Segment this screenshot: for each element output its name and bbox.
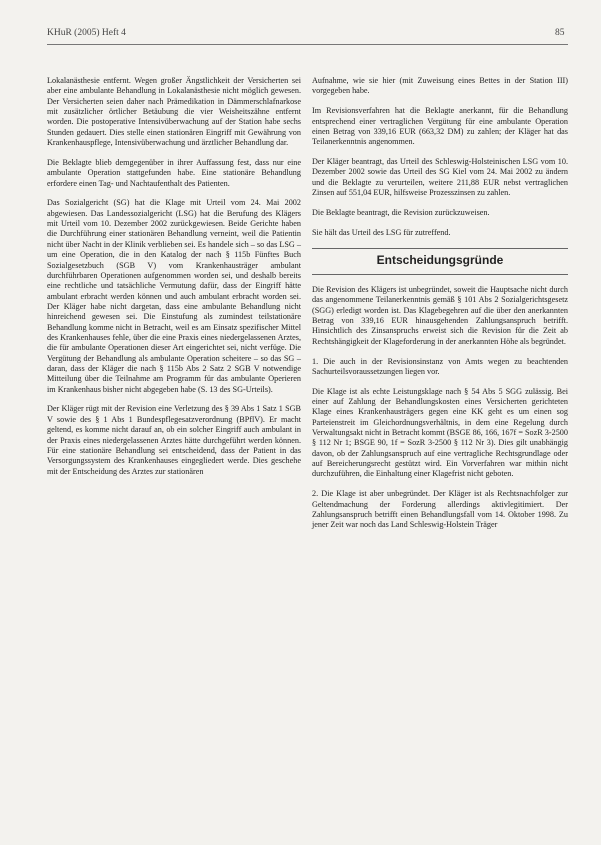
paragraph: Die Beklagte beantragt, die Revision zurückzuweisen.	[312, 207, 490, 217]
paragraph: Das Sozialgericht (SG) hat die Klage mit Urteil vom 24. Mai 2002 abgewiesen. Das Landessozialgericht (LSG) hat die Berufung des Klägers mit Urteil vom 10. Dezember 2002 zurückgewiesen. Beide Gerichte haben die Durchführung einer stationären Behandlung verneint, weil die Patientin nicht über Nacht in der Klinik verblieben sei. Es handele sich – so das LSG – um eine Operation, die in den Katalog der nach § 115b Fünftes Buch Sozialgesetzbuch (SGB V) vom Krankenhausträger ambulant durchführbaren Operationen aufgenommen worden sei, und deshalb bereits eine rechtliche und tatsächliche Vermutung dafür, dass der Eingriff hätte ambulant erbracht werden können und auch ambulant erbracht worden sei. Der Kläger habe nicht dargetan, dass eine ambulante Behandlung nicht hinreichend gewesen sei. Die Einstufung als zumindest teilstationäre Behandlung komme nicht in Betracht, weil es am Einsatz spezifischer Mittel des Krankenhauses fehle, über die eine Praxis eines niedergelassenen Arztes, die für ambulante Operationen dieser Art eingerichtet sei, nicht verfüge. Die Vergütung der Behandlung als ambulante Operation scheitere – so das SG – daran, dass der Kläger die nach § 115b Abs 2 Satz 2 SGB V notwendige Mitteilung über die Teilnahme am Programm für das ambulante Operieren im Krankenhaus bisher nicht abgegeben habe (S. 13 des SG-Urteils).	[47, 198, 301, 394]
paragraph: Die Klage ist als echte Leistungsklage nach § 54 Abs 5 SGG zulässig. Bei einer auf Zahlung der Behandlungskosten eines Versicherten gerichteten Klage eines Krankenhausträgers gegen eine KK geht es um einen sog Parteienstreit im Gleichordnungsverhältnis, in dem eine Regelung durch Verwaltungsakt nicht in Betracht kommt (BSGE 86, 166, 167f = SozR 3-2500 § 112 Nr 1; BSGE 90, 1f = SozR 3-2500 § 112 Nr 3). Dies gilt unabhängig davon, ob der Zahlungsanspruch auf eine vertragliche Rechtsgrundlage oder auf Bereicherungsrecht gestützt wird. Ein Vorverfahren war mithin nicht durchzuführen, die Einhaltung einer Klagefrist nicht geboten.	[312, 386, 568, 479]
paragraph: Im Revisionsverfahren hat die Beklagte anerkannt, für die Behandlung entsprechend einer vertraglichen Vergütung für eine ambulante Operation einen Betrag von 339,16 EUR (663,32 DM) zu zahlen; der Kläger hat das Teilanerkenntnis angenommen.	[312, 106, 568, 147]
section-rule-bottom	[312, 274, 568, 275]
right-column	[312, 76, 568, 540]
paragraph: Der Kläger beantragt, das Urteil des Schleswig-Holsteinischen LSG vom 10. Dezember 2002 sowie das Urteil des SG Kiel vom 24. Mai 2002 zu ändern und die Beklagte zu verurteilen, weitere 211,88 EUR nebst vertraglichen Zinsen auf 551,04 EUR, hilfsweise Prozesszinsen zu zahlen.	[312, 157, 568, 198]
paragraph: Sie hält das Urteil des LSG für zutreffend.	[312, 227, 451, 237]
left-column	[47, 76, 301, 486]
page-number: 85	[555, 28, 565, 38]
section-rule-top	[312, 248, 568, 249]
paragraph: Aufnahme, wie sie hier (mit Zuweisung eines Bettes in der Station III) vorgegeben habe.	[312, 76, 568, 96]
paragraph: Die Revision des Klägers ist unbegründet, soweit die Hauptsache nicht durch das angenommene Teilanerkenntnis gemäß § 101 Abs 2 Sozialgerichtsgesetz (SGG) erledigt worden ist. Das Klagebegehren auf die über den anerkannten Betrag von 339,16 EUR hinausgehenden Zahlungsanspruch betrifft. Hinsichtlich des Zinsanspruchs erweist sich die Revision für die Zeit ab Rechtshängigkeit der Klageforderung in der anerkannten Höhe als begründet.	[312, 284, 568, 346]
paragraph: 1. Die auch in der Revisionsinstanz von Amts wegen zu beachtenden Sachurteilsvoraussetzungen liegen vor.	[312, 356, 568, 376]
section-heading: Entscheidungsgründe	[376, 252, 504, 267]
journal-header: KHuR (2005) Heft 4	[47, 28, 126, 38]
paragraph: 2. Die Klage ist aber unbegründet. Der Kläger ist als Rechtsnachfolger zur Geltendmachung der Forderung allerdings aktivlegitimiert. Der Zahlungsanspruch betrifft einen Behandlungsfall vom 14. Oktober 1998. Zu jener Zeit war noch das Land Schleswig-Holstein Träger	[312, 489, 568, 530]
header-rule	[47, 44, 568, 45]
paragraph: Lokalanästhesie entfernt. Wegen großer Ängstlichkeit der Versicherten sei aber eine ambulante Behandlung in Lokalanästhesie nicht möglich gewesen. Der Versicherten seien daher nach Prämedikation in Dämmerschlafnarkose mit zusätzlicher örtlicher Betäubung die vier Weisheitszähne entfernt worden. Die postoperative Intensivüberwachung auf der Station habe sechs Stunden gedauert. Dies stelle einen stationären Eingriff mit Gewährung von Krankenhauspflege, Intensivüberwachung und ärztlicher Behandlung dar.	[47, 76, 301, 148]
paragraph: Der Kläger rügt mit der Revision eine Verletzung des § 39 Abs 1 Satz 1 SGB V sowie des § 1 Abs 1 Bundespflegesatzverordnung (BPflV). Er macht geltend, es komme nicht darauf an, ob ein solcher Eingriff auch ambulant in der Praxis eines niedergelassenen Arztes hätte durchgeführt werden können. Für eine stationäre Behandlung sei entscheidend, dass der Patient in das Versorgungssystem des Krankenhauses eingegliedert werde. Dies geschehe mit der Entscheidung des Arztes zur stationären	[47, 404, 301, 476]
paragraph: Die Beklagte blieb demgegenüber in ihrer Auffassung fest, dass nur eine ambulante Operation stattgefunden habe. Eine stationäre Behandlung erfordere einen Tag- und Nachtaufenthalt des Patienten.	[47, 157, 301, 188]
